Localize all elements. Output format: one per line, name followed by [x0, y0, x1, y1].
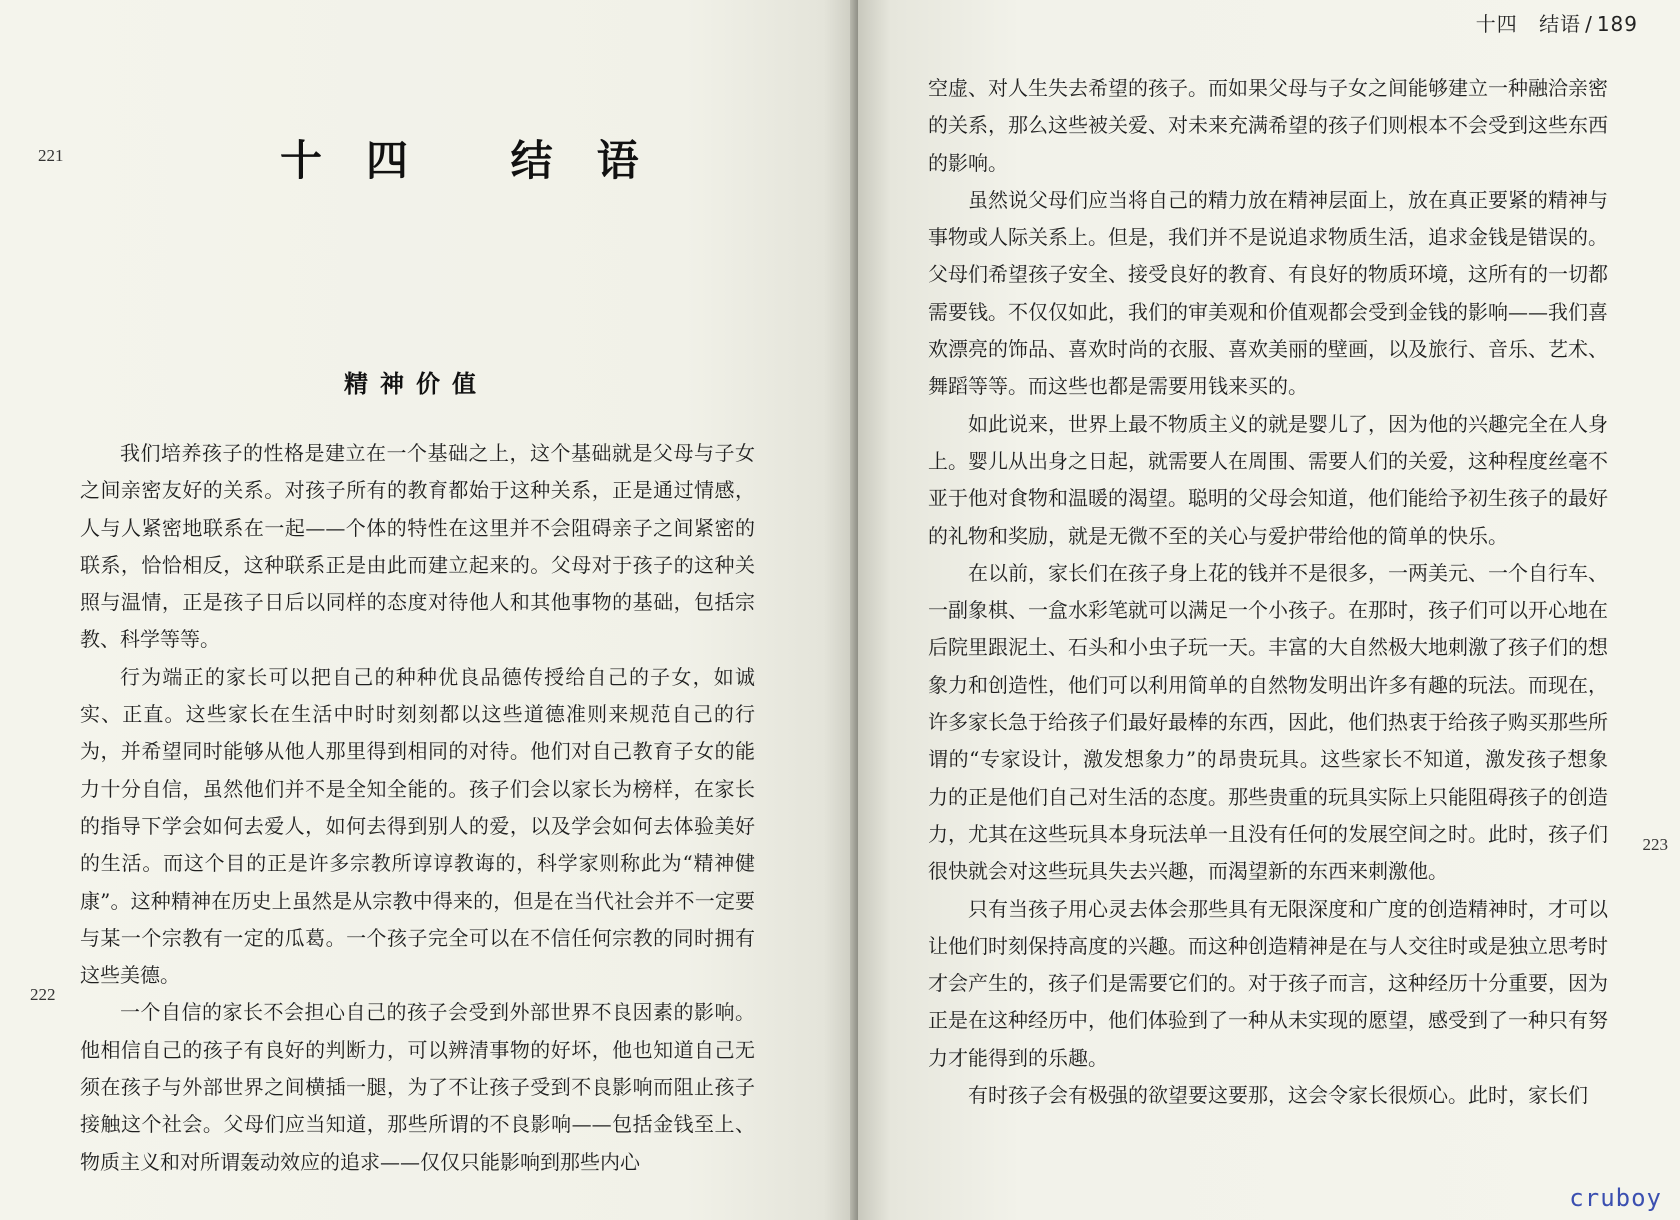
margin-number-223: 223 [1642, 835, 1668, 854]
left-paragraph: 一个自信的家长不会担心自己的孩子会受到外部世界不良因素的影响。他相信自己的孩子有良好的判断力，可以辨清事物的好坏，他也知道自己无须在孩子与外部世界之间横插一腿，为了不让孩子受到不良影响而阻止孩子接触这个社会。父母们应当知道，那些所谓的不良影响——包括金钱至上、物质主义和对所谓轰动效应的追求——仅仅只能影响到那些内心 [80, 1000, 755, 1174]
left-paragraph: 行为端正的家长可以把自己的种种优良品德传授给自己的子女，如诚实、正直。这些家长在生活中时时刻刻都以这些道德准则来规范自己的行为，并希望同时能够从他人那里得到相同的对待。他们对自己教育子女的能力十分自信，虽然他们并不是全知全能的。孩子们会以家长为榜样，在家长的指导下学会如何去爱人，如何去得到别人的爱，以及学会如何去体验美好的生活。而这个目的正是许多宗教所谆谆教诲的，科学家则称此为“精神健康”。这种精神在历史上虽然是从宗教中得来的，但是在当代社会并不一定要与某一个宗教有一定的瓜葛。一个孩子完全可以在不信任何宗教的同时拥有这些美德。 [80, 664, 755, 988]
margin-number-221: 221 [38, 146, 64, 165]
right-paragraph: 空虚、对人生失去希望的孩子。而如果父母与子女之间能够建立一种融洽亲密的关系，那么这些被关爱、对未来充满希望的孩子们则根本不会受到这些东西的影响。 [928, 76, 1608, 175]
page-number: 189 [1596, 12, 1638, 36]
left-body-text [80, 435, 755, 1181]
right-paragraph: 有时孩子会有极强的欲望要这要那，这会令家长很烦心。此时，家长们 [968, 1083, 1588, 1108]
section-title: 精神价值 [344, 370, 488, 398]
right-paragraph: 在以前，家长们在孩子身上花的钱并不是很多，一两美元、一个自行车、一副象棋、一盒水彩笔就可以满足一个小孩子。在那时，孩子们可以开心地在后院里跟泥土、石头和小虫子玩一天。丰富的大自然极大地刺激了孩子们的想象力和创造性，他们可以利用简单的自然物发明出许多有趣的玩法。而现在，许多家长急于给孩子们最好最棒的东西，因此，他们热衷于给孩子购买那些所谓的“专家设计，激发想象力”的昂贵玩具。这些家长不知道，激发孩子想象力的正是他们自己对生活的态度。那些贵重的玩具实际上只能阻碍孩子的创造力，尤其在这些玩具本身玩法单一且没有任何的发展空间之时。此时，孩子们很快就会对这些玩具失去兴趣，而渴望新的东西来刺激他。 [928, 560, 1608, 884]
running-head-chapter-number: 十四 [1475, 12, 1518, 36]
running-head-chapter-name: 结语 [1539, 12, 1582, 36]
running-head-separator: / [1585, 12, 1593, 36]
margin-number-222: 222 [30, 985, 56, 1004]
right-paragraph: 如此说来，世界上最不物质主义的就是婴儿了，因为他的兴趣完全在人身上。婴儿从出身之日起，就需要人在周围、需要人们的关爱，这种程度丝毫不亚于他对食物和温暖的渴望。聪明的父母会知道，他们能给予初生孩子的最好的礼物和奖励，就是无微不至的关心与爱护带给他的简单的快乐。 [928, 411, 1608, 548]
right-paragraph: 只有当孩子用心灵去体会那些具有无限深度和广度的创造精神时，才可以让他们时刻保持高度的兴趣。而这种创造精神是在与人交往时或是独立思考时才会产生的，孩子们是需要它们的。对于孩子而言，这种经历十分重要，因为正是在这种经历中，他们体验到了一种从未实现的愿望，感受到了一种只有努力才能得到的乐趣。 [928, 896, 1608, 1070]
watermark-text: cruboy [1569, 1184, 1662, 1212]
right-paragraph: 虽然说父母们应当将自己的精力放在精神层面上，放在真正要紧的精神与事物或人际关系上。但是，我们并不是说追求物质生活，追求金钱是错误的。父母们希望孩子安全、接受良好的教育、有良好的物质环境，这所有的一切都需要钱。不仅仅如此，我们的审美观和价值观都会受到金钱的影响——我们喜欢漂亮的饰品、喜欢时尚的衣服、喜欢美丽的壁画，以及旅行、音乐、艺术、舞蹈等等。而这些也都是需要用钱来买的。 [928, 187, 1608, 399]
left-paragraph: 我们培养孩子的性格是建立在一个基础之上，这个基础就是父母与子女之间亲密友好的关系。对孩子所有的教育都始于这种关系，正是通过情感，人与人紧密地联系在一起——个体的特性在这里并不会阻碍亲子之间紧密的联系，恰恰相反，这种联系正是由此而建立起来的。父母对于孩子的这种关照与温情，正是孩子日后以同样的态度对待他人和其他事物的基础，包括宗教、科学等等。 [80, 441, 755, 652]
right-body-text [928, 70, 1608, 1114]
running-head [1476, 8, 1638, 37]
chapter-title: 十四 结语 [280, 136, 683, 185]
